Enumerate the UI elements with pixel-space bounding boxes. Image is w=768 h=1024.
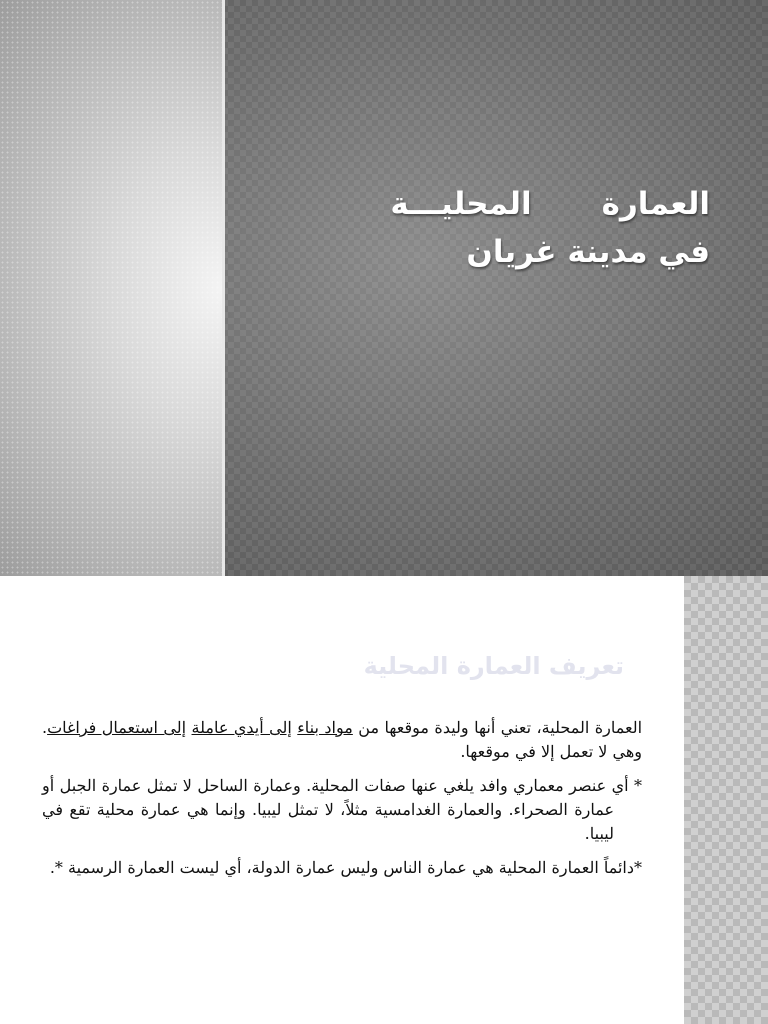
title-line-2: في مدينة غريان [466, 234, 710, 271]
underlined-building-materials: مواد بناء [297, 718, 353, 737]
slide-title [300, 180, 710, 276]
paragraph-1-end: . وهي لا تعمل إلا في موقعها. [42, 718, 642, 761]
left-decorative-panel [0, 0, 225, 576]
title-word-2: المحليـــة [390, 186, 532, 222]
definition-paragraph-3: *دائماً العمارة المحلية هي عمارة الناس وليس عمارة الدولة، أي ليست العمارة الرسمية *. [49, 858, 642, 877]
right-decorative-strip [684, 576, 768, 1024]
title-line-1 [300, 180, 710, 228]
underlined-labor: إلى أيدي عاملة [191, 718, 292, 737]
paragraph-1-text: العمارة المحلية، تعني أنها وليدة موقعها من [352, 718, 643, 737]
definition-heading: تعريف العمارة المحلية [363, 652, 624, 680]
definition-paragraph-2: * أي عنصر معماري وافد يلغي عنها صفات المحلية. وعمارة الساحل لا تمثل عمارة الجبل أو عمارة الصحراء. والعمارة الغدامسية مثلاً، لا تمثل ليبيا. وإنما هي عمارة محلية تقع في ليبيا. [42, 776, 642, 843]
definition-paragraph-1 [42, 716, 642, 764]
title-word-1: العمارة [601, 186, 710, 222]
definition-body [42, 716, 642, 890]
underlined-space-use: إلى استعمال فراغات [47, 718, 187, 737]
definition-slide [0, 576, 768, 1024]
